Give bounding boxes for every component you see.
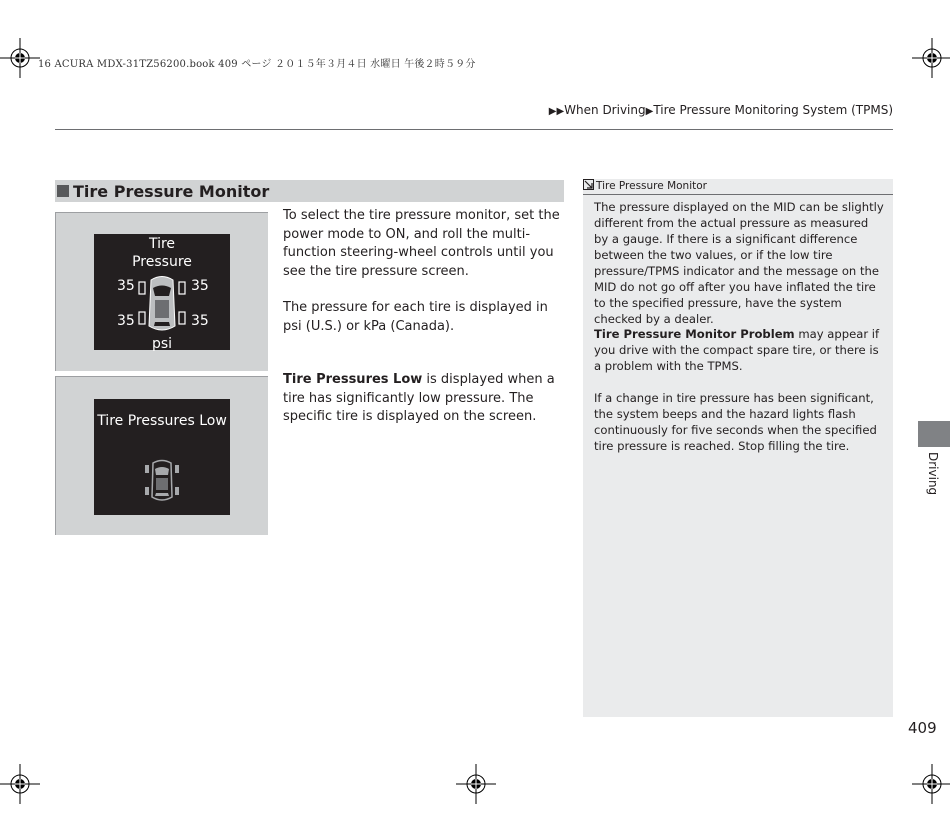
mid-display: [94, 234, 230, 350]
rear-left-pressure: 35: [117, 313, 135, 329]
rear-right-pressure: 35: [191, 313, 209, 329]
section-heading: [55, 180, 564, 202]
sidebar-heading: [583, 179, 893, 195]
figure-tire-pressure-screen: [55, 212, 268, 371]
breadcrumb-arrow-icon: ▶▶: [548, 106, 565, 117]
paragraph-pressures-low: [283, 371, 568, 427]
mid-title-line1: Tire: [148, 236, 176, 252]
chapter-tab: [918, 421, 950, 447]
sidebar-note: [583, 179, 893, 717]
page-number: 409: [908, 719, 937, 737]
sidebar-paragraph-3: If a change in tire pressure has been significant, the system beeps and the hazard lights flash continuously for five seconds when the specified tire pressure is reached. Stop filling the tire.: [594, 391, 877, 453]
front-right-pressure: 35: [191, 278, 209, 294]
car-top-view-icon: [137, 274, 187, 336]
sidebar-paragraph-1: The pressure displayed on the MID can be slightly different from the actual pressure as measured by a gauge. If there is a significant difference between the two values, or if the low tire pressure/TPMS indicator and the message on the MID do not go off after you have inflated the tire to the specified pressure, have the system checked by a dealer.: [594, 200, 884, 326]
mid-title-line2: Pressure: [132, 254, 192, 270]
registration-mark-top-right: [912, 38, 950, 78]
monitor-problem-desc: may appear if you drive with the compact spare tire, or there is a problem with the TPMS.: [594, 327, 880, 373]
sidebar-paragraph-2: [594, 326, 884, 374]
front-left-pressure: 35: [117, 278, 135, 294]
breadcrumb-part2[interactable]: Tire Pressure Monitoring System (TPMS): [653, 103, 893, 117]
registration-mark-bottom-right: [912, 764, 950, 804]
section-square-icon: [57, 185, 69, 197]
sidebar-heading-text: Tire Pressure Monitor: [596, 180, 707, 192]
breadcrumb: [549, 103, 893, 117]
pressure-unit: psi: [151, 336, 173, 352]
pressures-low-term: Tire Pressures Low: [283, 372, 423, 387]
car-top-view-icon: [144, 459, 180, 503]
registration-mark-bottom-center: [456, 764, 496, 804]
breadcrumb-arrow-icon: ▶: [645, 106, 654, 117]
pressures-low-desc: is displayed when a tire has significantly low pressure. The specific tire is displayed on the screen.: [283, 372, 555, 424]
reference-arrow-icon: [583, 179, 594, 190]
section-title: Tire Pressure Monitor: [73, 181, 270, 201]
paragraph-select-monitor: To select the tire pressure monitor, set the power mode to ON, and roll the multi-function steering-wheel controls until you see the tire pressure screen.: [283, 208, 560, 279]
breadcrumb-part1[interactable]: When Driving: [564, 103, 646, 117]
mid-warning-title: Tire Pressures Low: [97, 413, 227, 429]
book-file-line: 16 ACURA MDX-31TZ56200.book 409 ページ ２０１５年３月４日 水曜日 午後２時５９分: [38, 59, 476, 70]
figure-tire-pressures-low: [55, 376, 268, 535]
mid-display-low: [94, 399, 230, 515]
header-divider: [55, 129, 893, 130]
registration-mark-bottom-left: [0, 764, 40, 804]
monitor-problem-term: Tire Pressure Monitor Problem: [594, 327, 795, 341]
registration-mark-top-left: [0, 38, 40, 78]
chapter-tab-label[interactable]: Driving: [926, 452, 940, 496]
paragraph-pressure-units: The pressure for each tire is displayed in psi (U.S.) or kPa (Canada).: [283, 300, 548, 334]
